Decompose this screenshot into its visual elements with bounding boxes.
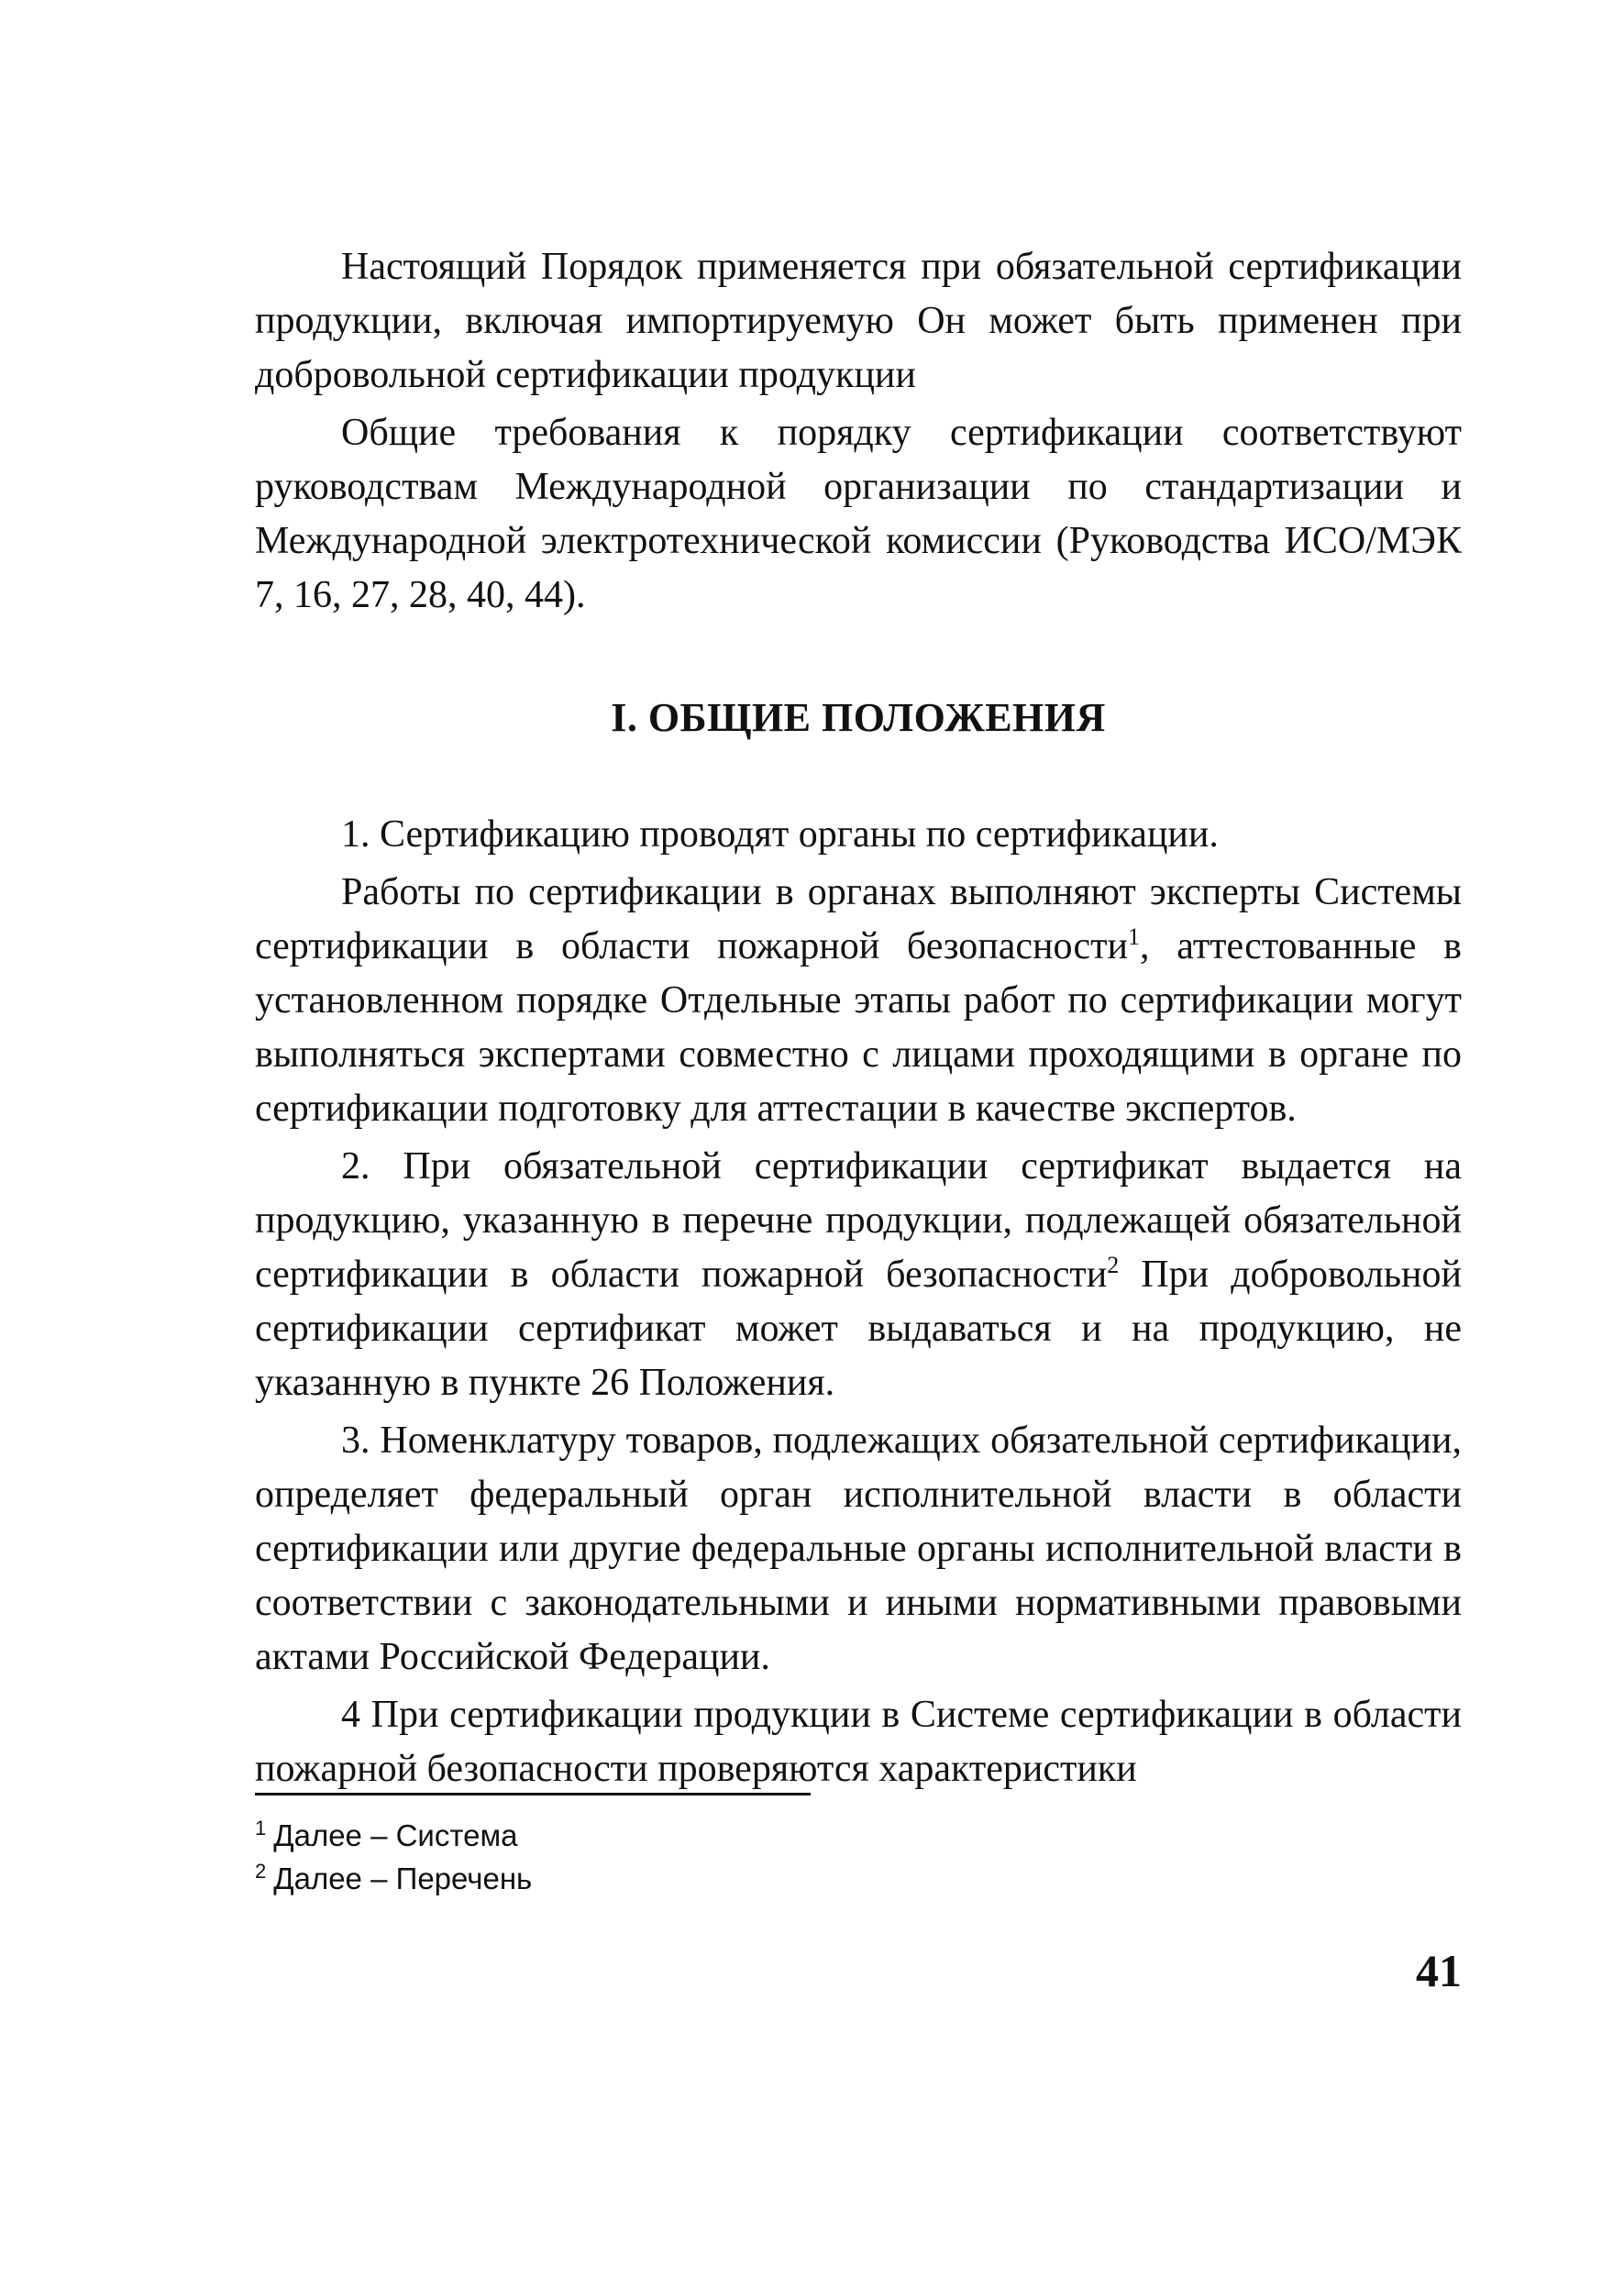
item-2-text-b: При добровольной сертификации сертификат может выдаваться и на продукцию, не указанную в пункте 26 Положения. xyxy=(255,1254,1462,1404)
footnote-2-mark: 2 xyxy=(255,1860,267,1883)
item-2-text-a: 2. При обязательной сертификации сертификат выдается на продукцию, указанную в перечне продукции, подлежащей обязательной сертификации в области пожарной безопасности xyxy=(255,1145,1462,1296)
item-1-body-text-b: , аттестованные в установленном порядке Отдельные этапы работ по сертификации могут выполняться экспертами совместно с лицами проходящими в органе по сертификации подготовку для аттестации в качестве экспертов. xyxy=(255,925,1462,1130)
footnote-1-text: Далее – Система xyxy=(273,1818,518,1852)
item-1-paragraph: 1. Сертификацию проводят органы по сертификации. xyxy=(341,813,1219,856)
intro-paragraph-1: Настоящий Порядок применяется при обязательной сертификации продукции, включая импортируемую Он может быть применен при добровольной сертификации продукции xyxy=(255,246,1462,396)
footnote-2-text: Далее – Перечень xyxy=(273,1862,533,1895)
footnotes xyxy=(255,1814,989,1900)
footnote-ref-1: 1 xyxy=(1128,923,1140,950)
page-number: 41 xyxy=(1416,1945,1462,1996)
page-body xyxy=(255,240,1462,1796)
item-2-paragraph xyxy=(255,1140,1462,1410)
footnote-2 xyxy=(255,1857,989,1900)
intro-paragraph-2: Общие требования к порядку сертификации соответствуют руководствам Международной организации по стандартизации и Международной электротехнической комиссии (Руководства ИСО/МЭК 7, 16, 27, 28, 40, 44). xyxy=(255,412,1462,616)
item-1-body-text-a: Работы по сертификации в органах выполняют эксперты Системы сертификации в области пожарной безопасности xyxy=(255,871,1462,967)
item-3-paragraph: 3. Номенклатуру товаров, подлежащих обязательной сертификации, определяет федеральный орган исполнительной власти в области сертификации или другие федеральные органы исполнительной власти в соответствии с законодательными и иными нормативными правовыми актами Российской Федерации. xyxy=(255,1420,1462,1678)
section-heading: I. ОБЩИЕ ПОЛОЖЕНИЯ xyxy=(611,695,1106,740)
item-1-body-paragraph xyxy=(255,866,1462,1136)
footnote-1-mark: 1 xyxy=(255,1817,267,1840)
footnote-ref-2: 2 xyxy=(1107,1252,1120,1278)
footnote-divider xyxy=(255,1793,811,1795)
footnote-1 xyxy=(255,1814,989,1857)
item-4-paragraph: 4 При сертификации продукции в Системе сертификации в области пожарной безопасности проверяются характеристики xyxy=(255,1694,1462,1790)
